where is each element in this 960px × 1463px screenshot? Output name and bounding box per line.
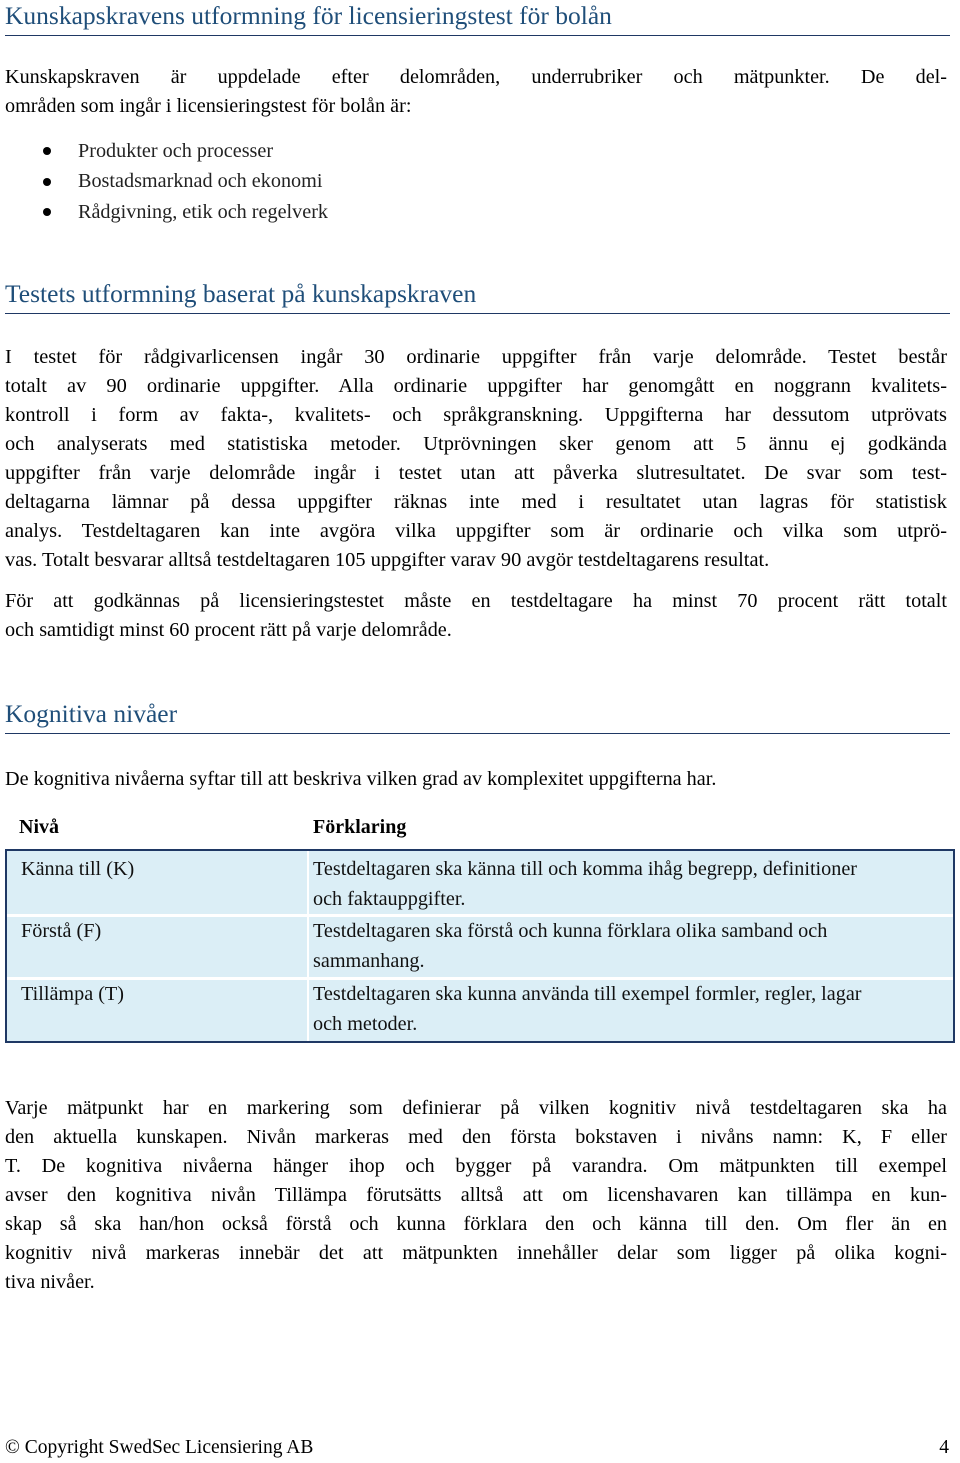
paragraph-line: och analyserats med statistiska metoder. Utprövningen sker genom att 5 ännu ej godkända [5,433,947,455]
cell-line: Testdeltagaren ska känna till och komma ihåg begrepp, definitioner [313,858,858,880]
table-header-explanation: Förklaring [313,816,407,838]
paragraph-line: För att godkännas på licensieringstestet måste en testdeltagare ha minst 70 procent rätt totalt [5,590,947,612]
paragraph-line: avser den kognitiva nivån Tillämpa förutsätts alltså att om licenshavaren kan tillämpa en kun- [5,1184,947,1206]
paragraph-line: I testet för rådgivarlicensen ingår 30 ordinarie uppgifter från varje delområde. Testet består [5,346,947,368]
table-header-level: Nivå [19,816,59,838]
table-cell-explanation [313,854,943,914]
list-item: Bostadsmarknad och ekonomi [78,170,323,192]
paragraph-line: skap så ska han/hon också förstå och kunna förklara den och känna till den. Om fler än en [5,1213,947,1235]
paragraph-line: tiva nivåer. [5,1271,95,1293]
cell-line: och faktauppgifter. [313,888,466,910]
bullet-icon [43,208,51,216]
cell-line: Testdeltagaren ska kunna använda till exempel formler, regler, lagar [313,983,862,1005]
paragraph-line: och samtidigt minst 60 procent rätt på varje delområde. [5,619,452,641]
paragraph-line: analys. Testdeltagaren kan inte avgöra vilka uppgifter som är ordinarie och vilka som utprö- [5,520,947,542]
paragraph-line: uppgifter från varje delområde ingår i testet utan att påverka slutresultatet. De svar som test- [5,462,947,484]
paragraph-line: De kognitiva nivåerna syftar till att beskriva vilken grad av komplexitet uppgifterna har. [5,768,717,790]
cell-line: sammanhang. [313,950,425,972]
paragraph-line: vas. Totalt besvarar alltså testdeltagaren 105 uppgifter varav 90 avgör testdeltagarens resultat. [5,549,770,571]
table-cell-level: Tillämpa (T) [21,983,124,1005]
footer-copyright: © Copyright SwedSec Licensiering AB [5,1437,314,1458]
cell-line: Testdeltagaren ska förstå och kunna förklara olika samband och [313,920,828,942]
table-cell-explanation [313,979,943,1039]
paragraph-line: den aktuella kunskapen. Nivån markeras med den första bokstaven i nivåns namn: K, F eller [5,1126,947,1148]
cognitive-intro-paragraph [5,765,947,794]
paragraph-line: kontroll i form av fakta-, kvalitets- och språkgranskning. Uppgifterna har dessutom utprövats [5,404,947,426]
table-cell-level: Förstå (F) [21,920,102,942]
paragraph-line: totalt av 90 ordinarie uppgifter. Alla ordinarie uppgifter har genomgått en noggrann kvalitets- [5,375,947,397]
list-item: Produkter och processer [78,140,274,162]
table-cell-explanation [313,916,943,976]
intro-line: Kunskapskraven är uppdelade efter delområden, underrubriker och mätpunkter. De del- [5,66,947,88]
pass-criteria-paragraph [5,587,947,645]
list-item: Rådgivning, etik och regelverk [78,201,329,223]
section-heading-test-design: Testets utformning baserat på kunskapskraven [5,277,950,314]
intro-line: områden som ingår i licensieringstest för bolån är: [5,95,412,117]
intro-paragraph [5,63,947,121]
table-body [5,849,955,1043]
paragraph-line: T. De kognitiva nivåerna hänger ihop och bygger på varandra. Om mätpunkten till exempel [5,1155,947,1177]
table-cell-level: Känna till (K) [21,858,135,880]
bullet-icon [43,147,51,155]
marking-paragraph [5,1094,947,1297]
section-heading-cognitive-levels: Kognitiva nivåer [5,698,950,734]
paragraph-line: deltagarna lämnar på dessa uppgifter räknas inte med i resultatet utan lagras för statistisk [5,491,947,513]
bullet-icon [43,178,51,186]
paragraph-line: Varje mätpunkt har en markering som definierar på vilken kognitiv nivå testdeltagaren ska ha [5,1097,947,1119]
paragraph-line: kognitiv nivå markeras innebär det att mätpunkten innehåller delar som ligger på olika kogni- [5,1242,947,1264]
cell-line: och metoder. [313,1013,418,1035]
column-divider [307,851,309,1041]
page-title: Kunskapskravens utformning för licensieringstest för bolån [5,0,950,36]
test-design-paragraph [5,343,947,575]
page-number: 4 [939,1437,949,1458]
